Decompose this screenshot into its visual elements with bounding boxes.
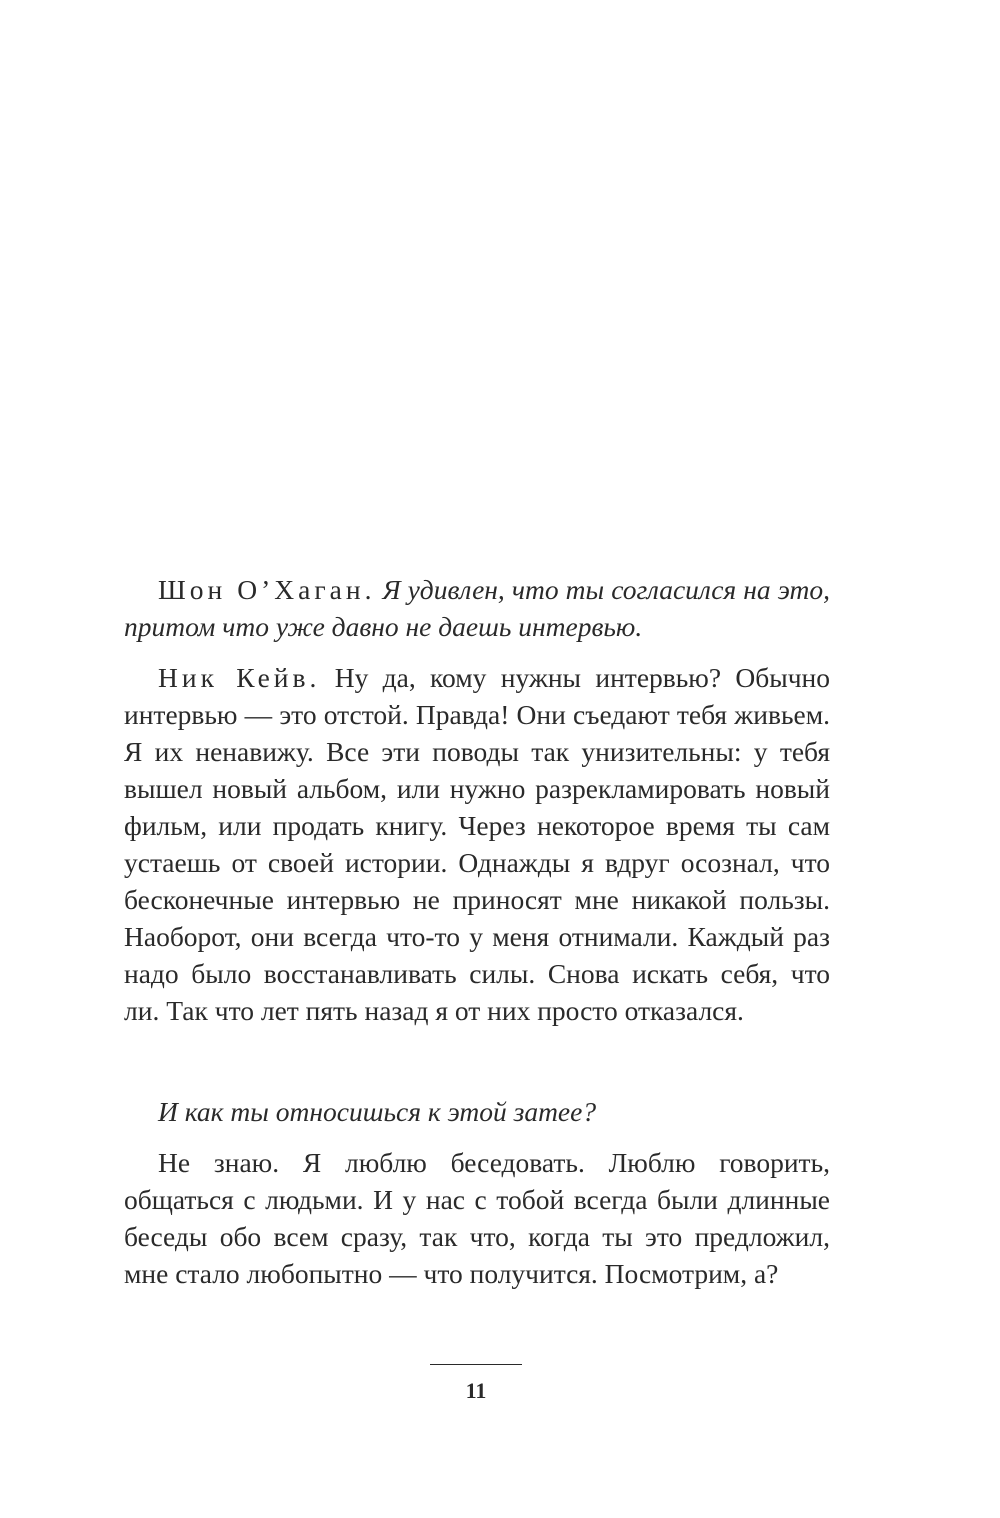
speaker-name-interviewer: Шон О’Хаган. xyxy=(158,574,376,605)
question-text: Я удивлен, что ты согласился на это, притом что уже давно не даешь интервью. xyxy=(124,574,830,642)
section-interview-question-2 xyxy=(124,1093,830,1306)
speaker-name-interviewee: Ник Кейв. xyxy=(158,662,321,693)
answer-text: Ну да, кому нужны интервью? Обычно интервью — это отстой. Правда! Они съедают тебя живьем. Я их ненавижу. Все эти поводы так унизительны: у тебя вышел новый альбом, или нужно разрекламировать новый фильм, или продать книгу. Через некоторое время ты сам устаешь от своей истории. Однажды я вдруг осознал, что бесконечные интервью не приносят мне никакой пользы. Наоборот, они всегда что-то у меня отнимали. Каждый раз надо было восстанавливать силы. Снова искать себя, что ли. Так что лет пять назад я от них просто отказался. xyxy=(124,662,831,1026)
paragraph-question-1 xyxy=(124,571,830,645)
paragraph-answer-2: Не знаю. Я люблю беседовать. Люблю говорить, общаться с людьми. И у нас с тобой всегда были длинные беседы обо всем сразу, так что, когда ты это предложил, мне стало любопытно — что получится. Посмотрим, а? xyxy=(124,1147,830,1289)
paragraph-answer-1 xyxy=(124,659,830,1029)
footer-rule xyxy=(430,1364,522,1365)
page-number: 11 xyxy=(465,1378,487,1403)
paragraph-question-2: И как ты относишься к этой затее? xyxy=(158,1096,597,1127)
section-interview-intro xyxy=(124,571,830,1043)
